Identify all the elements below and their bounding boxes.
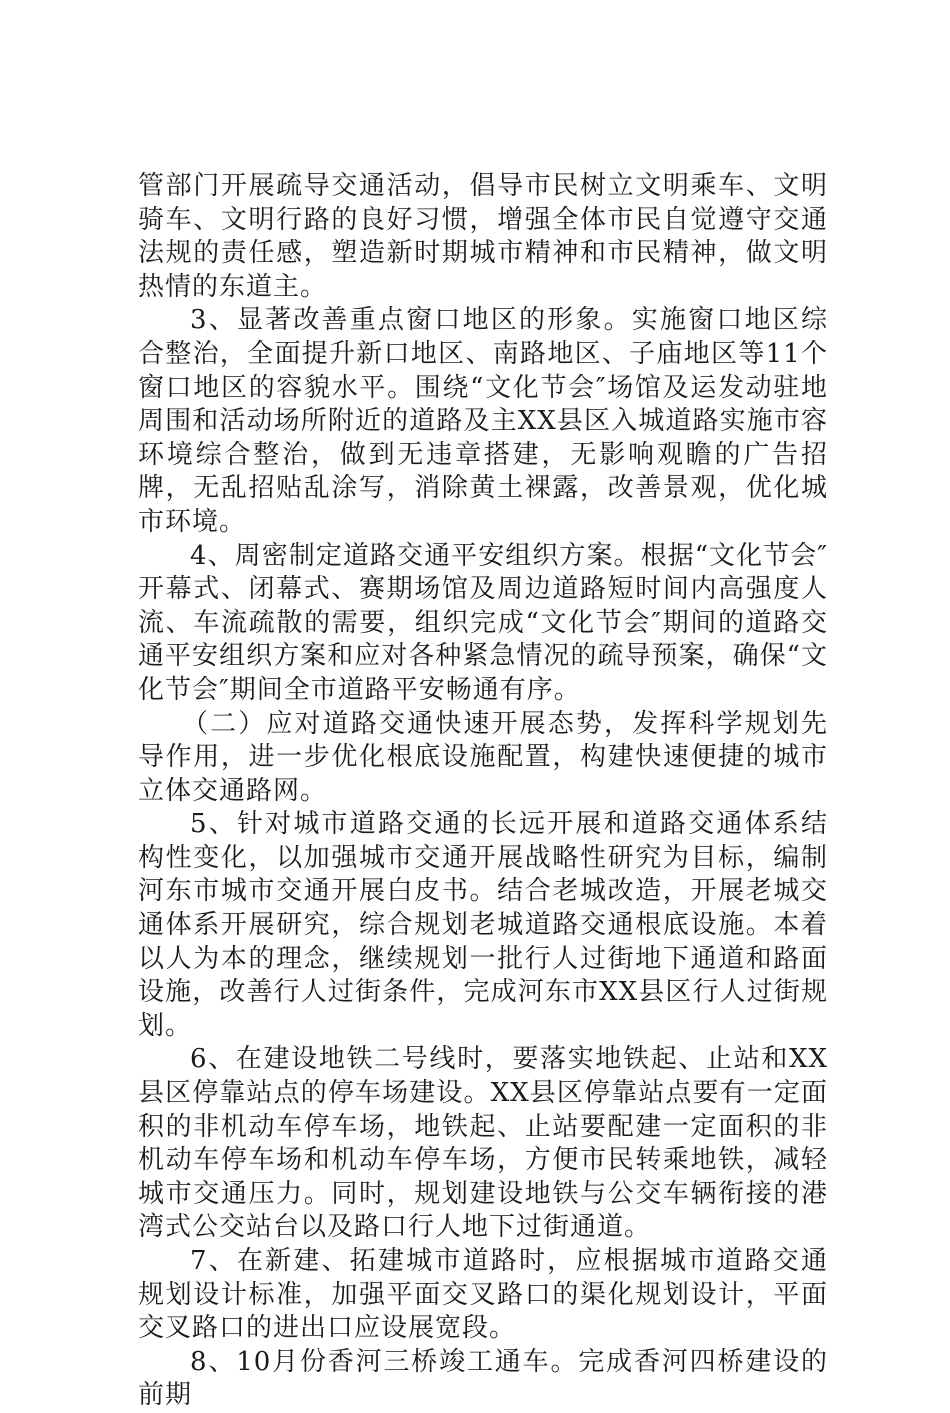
document-body [138, 170, 828, 1413]
section-heading-2: （二）应对道路交通快速开展态势，发挥科学规划先导作用，进一步优化根底设施配置，构建快速便捷的城市立体交通路网。 [138, 708, 828, 806]
paragraph-item-4: 4、周密制定道路交通平安组织方案。根据“文化节会″开幕式、闭幕式、赛期场馆及周边道路短时间内高强度人流、车流疏散的需要，组织完成“文化节会″期间的道路交通平安组织方案和应对各种紧急情况的疏导预案，确保“文化节会″期间全市道路平安畅通有序。 [138, 540, 828, 705]
paragraph-continuation: 管部门开展疏导交通活动，倡导市民树立文明乘车、文明骑车、文明行路的良好习惯，增强全体市民自觉遵守交通法规的责任感，塑造新时期城市精神和市民精神，做文明热情的东道主。 [138, 171, 828, 302]
paragraph-item-3: 3、显著改善重点窗口地区的形象。实施窗口地区综合整治，全面提升新口地区、南路地区、子庙地区等11个窗口地区的容貌水平。围绕“文化节会″场馆及运发动驻地周围和活动场所附近的道路及主XX县区入城道路实施市容环境综合整治，做到无违章搭建，无影响观瞻的广告招牌，无乱招贴乱涂写，消除黄土裸露，改善景观，优化城市环境。 [138, 305, 828, 537]
paragraph-item-5: 5、针对城市道路交通的长远开展和道路交通体系结构性变化，以加强城市交通开展战略性研究为目标，编制河东市城市交通开展白皮书。结合老城改造，开展老城交通体系开展研究，综合规划老城道路交通根底设施。本着以人为本的理念，继续规划一批行人过街地下通道和路面设施，改善行人过街条件，完成河东市XX县区行人过街规划。 [138, 809, 828, 1041]
paragraph-item-8: 8、10月份香河三桥竣工通车。完成香河四桥建设的前期 [138, 1346, 828, 1411]
paragraph-item-6: 6、在建设地铁二号线时，要落实地铁起、止站和XX县区停靠站点的停车场建设。XX县区停靠站点要有一定面积的非机动车停车场，地铁起、止站要配建一定面积的非机动车停车场和机动车停车场，方便市民转乘地铁，减轻城市交通压力。同时，规划建设地铁与公交车辆衔接的港湾式公交站台以及路口行人地下过街通道。 [138, 1044, 828, 1243]
paragraph-item-7: 7、在新建、拓建城市道路时，应根据城市道路交通规划设计标准，加强平面交叉路口的渠化规划设计，平面交叉路口的进出口应设展宽段。 [138, 1246, 828, 1344]
